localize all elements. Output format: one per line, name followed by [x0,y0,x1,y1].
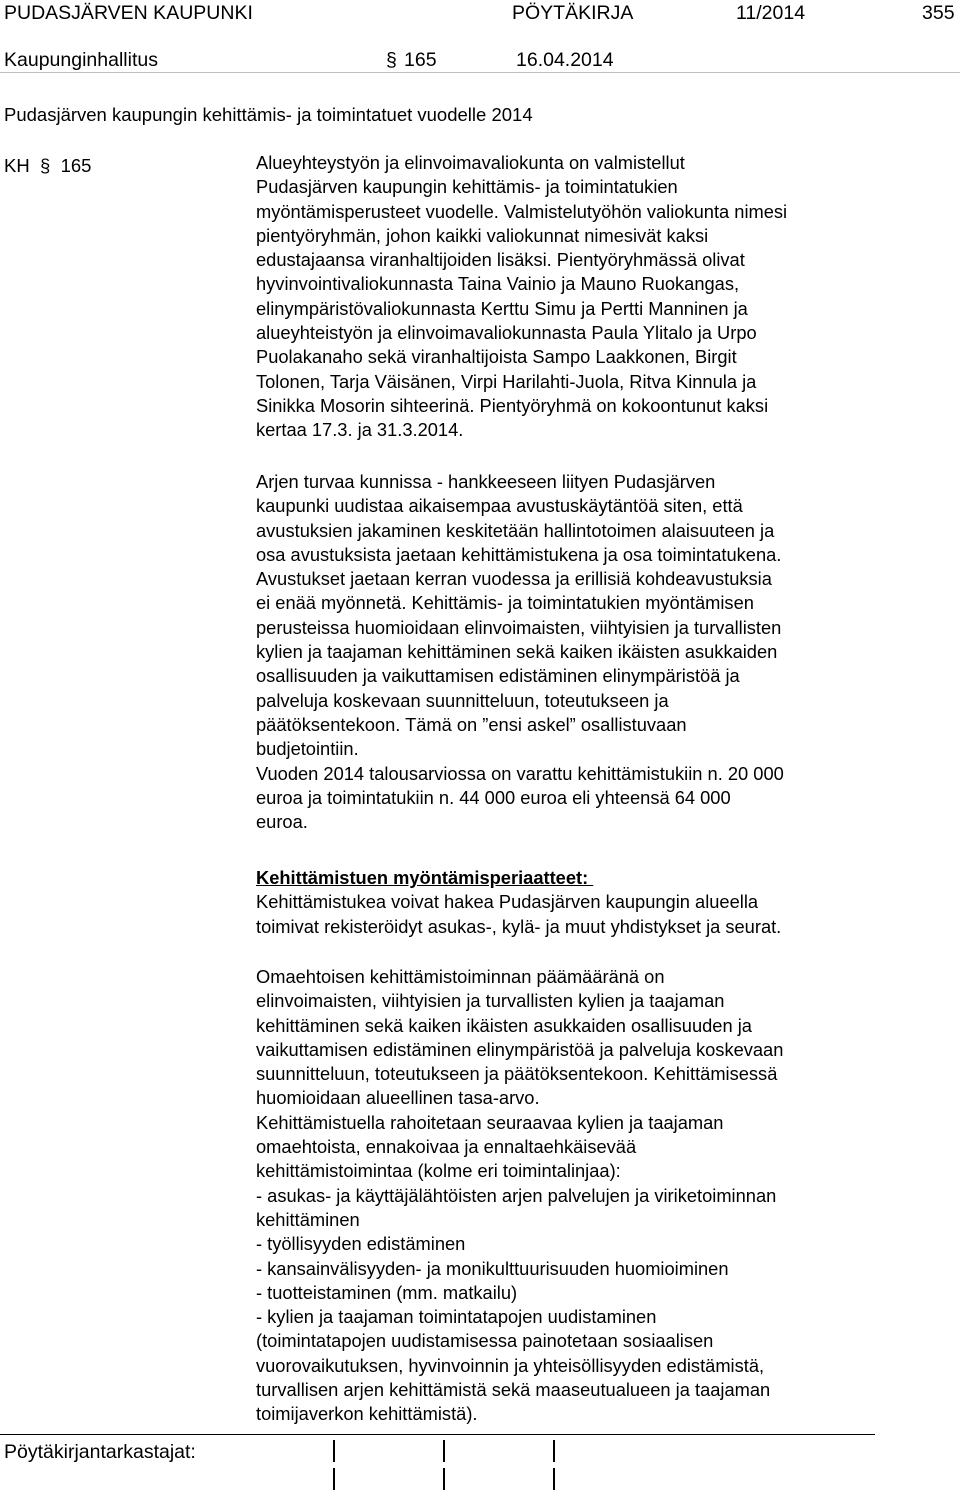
footer-label: Pöytäkirjantarkastajat: [4,1441,196,1463]
section-number: 165 [404,49,437,71]
text-line: euroa. [256,811,308,833]
header-divider [0,72,960,73]
signature-box-1-bottom [333,1468,335,1490]
section-eligibility [256,866,956,939]
text-line: budjetointiin. [256,738,359,760]
signature-box-2-bottom [443,1468,445,1490]
text-line: huomioidaan alueellinen tasa-arvo. [256,1087,540,1109]
kh-number: 165 [60,155,92,176]
org-name: PUDASJÄRVEN KAUPUNKI [4,2,253,24]
paragraph-arjen-turvaa [256,470,956,834]
text-line: kehittämistoimintaa (kolme eri toimintalinjaa): [256,1160,621,1182]
text-line: - tuotteistaminen (mm. matkailu) [256,1281,518,1303]
text-line: avustuksien jakaminen keskitetään hallintotoimen alaisuuteen ja [256,519,775,541]
doc-type: PÖYTÄKIRJA [512,2,634,24]
meeting-date: 16.04.2014 [516,49,614,71]
text-line: Omaehtoisen kehittämistoiminnan päämääränä on [256,966,665,987]
text-line: Kehittämistukea voivat hakea Pudasjärven kaupungin alueella [256,891,759,913]
text-line: myöntämisperusteet vuodelle. Valmistelutyöhön valiokunta nimesi [256,200,788,222]
doc-number: 11/2014 [736,2,806,24]
page-title: Pudasjärven kaupungin kehittämis- ja toimintatuet vuodelle 2014 [4,104,533,125]
kh-section-sign: § [34,155,56,176]
text-line: turvallisen arjen kehittämistä sekä maaseutualueen ja taajaman [256,1379,771,1401]
text-line: Pudasjärven kaupungin kehittämis- ja toimintatukien [256,176,678,198]
signature-box-2-top [443,1440,445,1462]
text-line: Puolakanaho sekä viranhaltijoista Sampo Laakkonen, Birgit [256,346,737,368]
text-line: hyvinvointivaliokunnasta Taina Vainio ja Mauno Ruokangas, [256,273,740,295]
text-line: Vuoden 2014 talousarviossa on varattu kehittämistukiin n. 20 000 [256,762,784,784]
text-line: perusteissa huomioidaan elinvoimaisten, viihtyisien ja turvallisten [256,616,782,638]
text-line: elinvoimaisten, viihtyisien ja turvallisten kylien ja taajaman [256,990,725,1012]
text-line: osallisuuden ja vaikuttamisen edistäminen elinympäristöä ja [256,665,740,687]
text-line: elinympäristövaliokunnasta Kerttu Simu ja Pertti Manninen ja [256,297,748,319]
text-line: - kylien ja taajaman toimintatapojen uudistaminen [256,1306,657,1328]
text-line: Alueyhteystyön ja elinvoimavaliokunta on valmistellut [256,152,685,173]
text-line: edustajaansa viranhaltijoiden lisäksi. Pientyöryhmässä olivat [256,249,745,271]
text-line: vuorovaikutuksen, hyvinvoinnin ja yhteisöllisyyden edistämistä, [256,1354,765,1376]
text-line: Tolonen, Tarja Väisänen, Virpi Harilahti-Juola, Ritva Kinnula ja [256,370,757,392]
text-line: vaikuttamisen edistäminen elinympäristöä ja palveluja koskevaan [256,1038,784,1060]
text-line: Arjen turvaa kunnissa - hankkeeseen liityen Pudasjärven [256,471,716,492]
section-sign: § [386,49,397,71]
text-line: kehittäminen [256,1208,360,1230]
paragraph-goals [256,965,956,1427]
body-name: Kaupunginhallitus [4,49,158,71]
text-line: - kansainvälisyyden- ja monikulttuurisuuden huomioiminen [256,1257,729,1279]
text-line: päätöksentekoon. Tämä on ”ensi askel” osallistuvaan [256,713,687,735]
signature-box-3-top [553,1440,555,1462]
footer-divider [0,1434,875,1435]
text-line: - työllisyyden edistäminen [256,1233,466,1255]
kh-label [4,155,91,177]
section-heading: Kehittämistuen myöntämisperiaatteet: [256,867,594,888]
signature-box-1-top [333,1440,335,1462]
text-line: pientyöryhmän, johon kaikki valiokunnat nimesivät kaksi [256,224,709,246]
text-line: Avustukset jaetaan kerran vuodessa ja erillisiä kohdeavustuksia [256,568,772,590]
text-line: euroa ja toimintatukiin n. 44 000 euroa eli yhteensä 64 000 [256,786,731,808]
kh-abbrev: KH [4,155,30,176]
text-line: kertaa 17.3. ja 31.3.2014. [256,419,464,441]
text-line: omaehtoista, ennakoivaa ja ennaltaehkäisevää [256,1136,637,1158]
text-line: ei enää myönnetä. Kehittämis- ja toimintatukien myöntämisen [256,592,754,614]
text-line: alueyhteistyön ja elinvoimavaliokunnasta Paula Ylitalo ja Urpo [256,322,757,344]
text-line: Kehittämistuella rahoitetaan seuraavaa kylien ja taajaman [256,1111,724,1133]
text-line: kylien ja taajaman kehittäminen sekä kaiken ikäisten asukkaiden [256,641,778,663]
text-line: kaupunki uudistaa aikaisempaa avustuskäytäntöä siten, että [256,495,743,517]
text-line: Sinikka Mosorin sihteerinä. Pientyöryhmä on kokoontunut kaksi [256,394,769,416]
paragraph-intro [256,151,956,443]
text-line: osa avustuksista jaetaan kehittämistukena ja osa toimintatukena. [256,543,782,565]
text-line: suunnitteluun, toteutukseen ja päätöksentekoon. Kehittämisessä [256,1063,778,1085]
text-line: kehittäminen sekä kaiken ikäisten asukkaiden osallisuuden ja [256,1014,752,1036]
text-line: toimivat rekisteröidyt asukas-, kylä- ja muut yhdistykset ja seurat. [256,915,782,937]
text-line: - asukas- ja käyttäjälähtöisten arjen palvelujen ja viriketoiminnan [256,1184,777,1206]
page-number: 355 [922,2,955,24]
text-line: (toimintatapojen uudistamisessa painotetaan sosiaalisen [256,1330,714,1352]
signature-box-3-bottom [553,1468,555,1490]
text-line: toimijaverkon kehittämistä). [256,1403,478,1425]
text-line: palveluja koskevaan suunnitteluun, toteutukseen ja [256,689,669,711]
